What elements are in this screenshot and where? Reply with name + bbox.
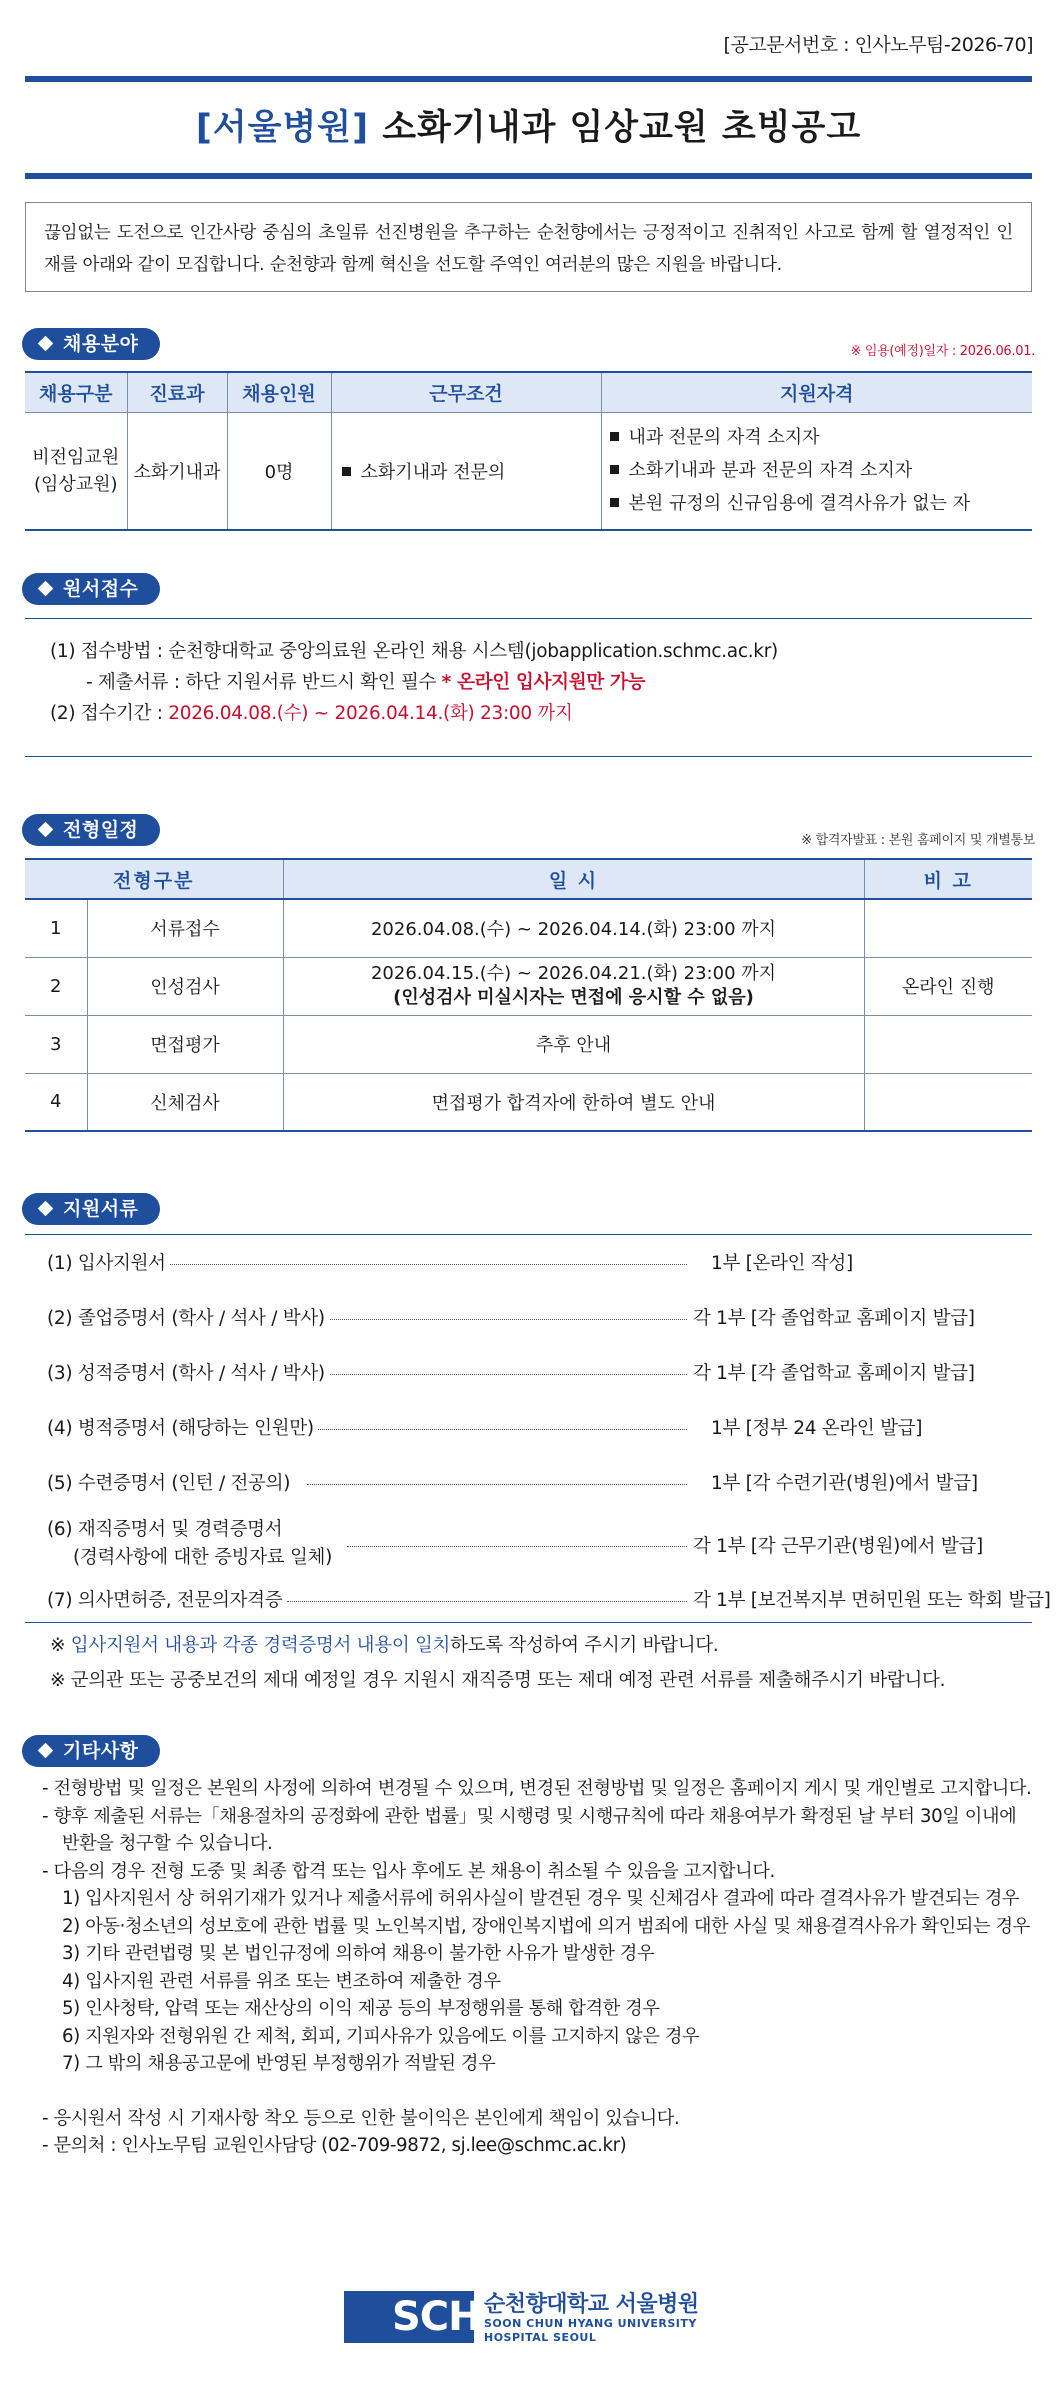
title-rule-bottom — [25, 173, 1032, 179]
list-item — [47, 1249, 1032, 1279]
list-item — [47, 1414, 1032, 1444]
document-value: 1부 [정부 24 온라인 발급] — [711, 1418, 923, 1439]
divider — [25, 1622, 1032, 1623]
apply-period-label: (2) 접수기간 : — [50, 703, 169, 724]
table-row — [25, 412, 1032, 530]
step-note — [864, 1073, 1032, 1131]
header-cell: 비 고 — [864, 859, 1032, 899]
list-subitem: 3) 기타 관련법령 및 본 법인규정에 의하여 채용이 불가한 사유가 발생한 경우 — [62, 1943, 655, 1964]
divider — [25, 1234, 1032, 1235]
document-value: 각 1부 [각 졸업학교 홈페이지 발급] — [693, 1308, 975, 1329]
appointment-date-note: ※ 임용(예정)일자 : 2026.06.01. — [850, 344, 1035, 359]
title-rule-top — [25, 76, 1032, 82]
table-row — [25, 1073, 1032, 1131]
title-hospital: [서울병원] — [195, 108, 370, 148]
divider — [25, 618, 1032, 619]
list-subitem: 4) 입사지원 관련 서류를 위조 또는 변조하여 제출한 경우 — [62, 1970, 501, 1992]
qualification-text: 본원 규정의 신규임용에 결격사유가 없는 자 — [628, 493, 971, 515]
header-cell: 채용인원 — [227, 372, 331, 412]
apply-period-value: 2026.04.08.(수) ~ 2026.04.14.(화) 23:00 까지 — [168, 703, 573, 724]
document-label — [47, 1516, 336, 1572]
step-date: 면접평가 합격자에 한하여 별도 안내 — [283, 1073, 864, 1131]
table-row — [25, 957, 1032, 1015]
header-cell: 근무조건 — [331, 372, 601, 412]
recruit-condition — [331, 412, 601, 530]
square-bullet-icon — [610, 432, 619, 441]
step-date-warning: (인성검사 미실시자는 면접에 응시할 수 없음) — [393, 987, 754, 1008]
list-item — [610, 487, 1033, 520]
document-label-line: (6) 재직증명서 및 경력증명서 — [47, 1519, 283, 1540]
step-name: 면접평가 — [87, 1015, 283, 1073]
spacer — [42, 2078, 1032, 2105]
step-number: 4 — [25, 1073, 87, 1131]
list-item — [610, 421, 1033, 454]
step-name: 인성검사 — [87, 957, 283, 1015]
square-bullet-icon — [610, 498, 619, 507]
step-name: 신체검사 — [87, 1073, 283, 1131]
list-item — [47, 1359, 1032, 1389]
document-value: 각 1부 [각 근무기관(병원)에서 발급] — [693, 1536, 983, 1557]
documents-note-1 — [50, 1628, 945, 1663]
document-label: (5) 수련증명서 (인턴 / 전공의) — [47, 1469, 294, 1495]
sch-logo-mark: SCH — [344, 2291, 474, 2343]
page-title — [0, 100, 1057, 150]
diamond-icon — [38, 822, 54, 838]
list-item: - 다음의 경우 전형 도중 및 최종 합격 또는 입사 후에도 본 채용이 취소될 수 있음을 고지합니다. — [42, 1860, 775, 1882]
document-value: 1부 [온라인 작성] — [711, 1253, 853, 1274]
recruit-count: 0명 — [227, 412, 331, 530]
diamond-icon — [38, 1743, 54, 1759]
list-item — [47, 1469, 1032, 1499]
list-item: - 전형방법 및 일정은 본원의 사정에 의하여 변경될 수 있으며, 변경된 전형방법 및 일정은 홈페이지 게시 및 개인별로 고지합니다. — [42, 1778, 1032, 1799]
list-item — [47, 1516, 1032, 1576]
step-name: 서류접수 — [87, 899, 283, 957]
intro-text: 끊임없는 도전으로 인간사랑 중심의 초일류 선진병원을 추구하는 순천향에서는 긍정적이고 진취적인 사고로 함께 할 열정적인 인재를 아래와 같이 모집합니다. 순천향과 함께 혁신을 선도할 주역인 여러분의 많은 지원을 바랍니다. — [25, 202, 1032, 292]
list-subitem: 7) 그 밖의 채용공고문에 반영된 부정행위가 적발된 경우 — [62, 2053, 496, 2074]
diamond-icon — [38, 1201, 54, 1217]
title-main: 소화기내과 임상교원 초빙공고 — [382, 108, 862, 148]
section-badge-documents — [22, 1193, 160, 1225]
header-cell: 전형구분 — [25, 859, 283, 899]
document-value: 각 1부 [각 졸업학교 홈페이지 발급] — [693, 1363, 975, 1384]
leader-dots — [307, 1484, 687, 1485]
document-label: (3) 성적증명서 (학사 / 석사 / 박사) — [47, 1359, 329, 1385]
list-item — [47, 1304, 1032, 1334]
document-label-line: (경력사항에 대한 증빙자료 일체) — [73, 1547, 333, 1568]
section-badge-apply — [22, 573, 160, 605]
list-item — [47, 1586, 1051, 1616]
step-number: 3 — [25, 1015, 87, 1073]
header-cell: 지원자격 — [601, 372, 1032, 412]
leader-dots — [167, 1264, 687, 1265]
logo-english-subname: HOSPITAL SEOUL — [484, 2331, 597, 2344]
logo-english-name: SOON CHUN HYANG UNIVERSITY — [484, 2317, 697, 2330]
section-label: 원서접수 — [63, 578, 139, 600]
step-date: 추후 안내 — [283, 1015, 864, 1073]
leader-dots — [327, 1319, 687, 1320]
section-badge-schedule — [22, 814, 160, 846]
qualification-text: 내과 전문의 자격 소지자 — [628, 427, 820, 449]
step-number: 1 — [25, 899, 87, 957]
recruit-type-line: 비전임교원 — [32, 446, 120, 468]
document-value: 각 1부 [보건복지부 면허민원 또는 학회 발급] — [693, 1590, 1051, 1611]
recruit-type-line: (임상교원) — [33, 473, 118, 495]
document-value: 1부 [각 수련기관(병원)에서 발급] — [711, 1473, 978, 1494]
header-cell: 일 시 — [283, 859, 864, 899]
apply-online-only: * 온라인 입사지원만 가능 — [441, 672, 646, 693]
list-subitem: 5) 인사청탁, 압력 또는 재산상의 이익 제공 등의 부정행위를 통해 합격한 경우 — [62, 1998, 660, 2019]
condition-text: 소화기내과 전문의 — [360, 461, 506, 483]
step-date — [283, 957, 864, 1015]
note-mark: ※ — [50, 1635, 71, 1656]
misc-list — [42, 1775, 1032, 2160]
leader-dots — [307, 1429, 687, 1430]
step-date: 2026.04.08.(수) ~ 2026.04.14.(화) 23:00 까지 — [283, 899, 864, 957]
leader-dots — [287, 1601, 687, 1602]
qualification-text: 소화기내과 분과 전문의 자격 소지자 — [628, 460, 913, 482]
results-note: ※ 합격자발표 : 본원 홈페이지 및 개별통보 — [801, 833, 1035, 848]
recruit-table — [25, 371, 1032, 531]
section-label: 지원서류 — [63, 1198, 139, 1220]
apply-documents-text: - 제출서류 : 하단 지원서류 반드시 확인 필수 — [86, 672, 442, 693]
section-label: 기타사항 — [63, 1740, 139, 1762]
note-highlight: 입사지원서 내용과 각종 경력증명서 내용이 일치 — [70, 1635, 451, 1656]
header-cell: 채용구분 — [25, 372, 127, 412]
list-item: - 응시원서 작성 시 기재사항 착오 등으로 인한 불이익은 본인에게 책임이 있습니다. — [42, 2107, 680, 2129]
section-label: 채용분야 — [63, 333, 139, 355]
table-row — [25, 1015, 1032, 1073]
apply-details — [50, 636, 778, 729]
document-label: (2) 졸업증명서 (학사 / 석사 / 박사) — [47, 1304, 329, 1330]
step-note: 온라인 진행 — [864, 957, 1032, 1015]
recruit-dept: 소화기내과 — [127, 412, 227, 530]
step-note — [864, 899, 1032, 957]
schedule-table — [25, 858, 1032, 1132]
square-bullet-icon — [610, 465, 619, 474]
divider — [25, 756, 1032, 757]
step-date-line: 2026.04.15.(수) ~ 2026.04.21.(화) 23:00 까지 — [370, 963, 777, 984]
section-label: 전형일정 — [63, 819, 139, 841]
documents-notes — [50, 1628, 945, 1698]
apply-period — [50, 698, 778, 729]
list-subitem: 1) 입사지원서 상 허위기재가 있거나 제출서류에 허위사실이 발견된 경우 및 신체검사 결과에 따라 결격사유가 발견되는 경우 — [62, 1888, 1020, 1909]
section-badge-misc — [22, 1735, 160, 1767]
square-bullet-icon — [342, 467, 351, 476]
apply-documents — [50, 667, 778, 698]
recruit-qualifications — [601, 412, 1032, 530]
diamond-icon — [38, 336, 54, 352]
documents-note-2: ※ 군의관 또는 공중보건의 제대 예정일 경우 지원시 재직증명 또는 제대 예정 관련 서류를 제출해주시기 바랍니다. — [50, 1670, 946, 1691]
leader-dots — [347, 1546, 687, 1547]
section-badge-recruit — [22, 328, 160, 360]
contact-info: - 문의처 : 인사노무팀 교원인사담당 (02-709-9872, sj.lee@schmc.ac.kr) — [42, 2135, 627, 2156]
list-subitem: 2) 아동·청소년의 성보호에 관한 법률 및 노인복지법, 장애인복지법에 의거 범죄에 대한 사실 및 채용결격사유가 확인되는 경우 — [62, 1915, 1030, 1937]
document-label: (1) 입사지원서 — [47, 1249, 170, 1275]
document-label: (4) 병적증명서 (해당하는 인원만) — [47, 1414, 318, 1440]
apply-method: (1) 접수방법 : 순천향대학교 중앙의료원 온라인 채용 시스템(jobapplication.schmc.ac.kr) — [50, 641, 778, 662]
note-text: 하도록 작성하여 주시기 바랍니다. — [450, 1635, 719, 1656]
list-item — [610, 454, 1033, 487]
diamond-icon — [38, 581, 54, 597]
table-row — [25, 899, 1032, 957]
logo-korean-name: 순천향대학교 서울병원 — [484, 2292, 699, 2317]
document-label: (7) 의사면허증, 전문의자격증 — [47, 1586, 286, 1612]
list-subitem: 6) 지원자와 전형위원 간 제척, 회피, 기피사유가 있음에도 이를 고지하지 않은 경우 — [62, 2025, 700, 2047]
step-note — [864, 1015, 1032, 1073]
hospital-logo — [344, 2287, 714, 2343]
step-number: 2 — [25, 957, 87, 1015]
leader-dots — [327, 1374, 687, 1375]
header-cell: 진료과 — [127, 372, 227, 412]
document-number: [공고문서번호 : 인사노무팀-2026-70] — [723, 34, 1033, 56]
list-item: - 향후 제출된 서류는「채용절차의 공정화에 관한 법률」및 시행령 및 시행규칙에 따라 채용여부가 확정된 날 부터 30일 이내에 반환을 청구할 수 있습니다. — [42, 1805, 1017, 1854]
recruit-type — [25, 412, 127, 530]
